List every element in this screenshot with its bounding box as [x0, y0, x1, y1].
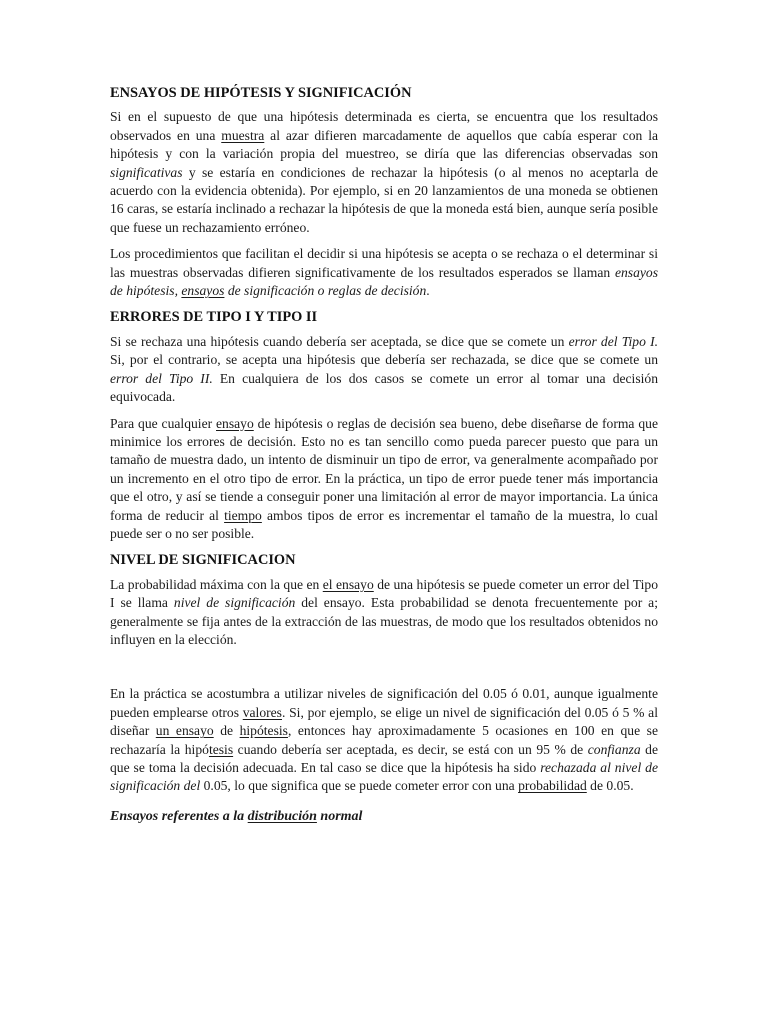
link-ensayos[interactable]: ensayos [181, 283, 225, 299]
link-el-ensayo[interactable]: el ensayo [322, 576, 374, 592]
heading-nivel: NIVEL DE SIGNIFICACION [110, 552, 296, 569]
paragraph-errores-tipo: Si se rechaza una hipótesis cuando debería ser aceptada, se dice que se comete un error del Tipo I. Si, por el contrario, se acepta una hipótesis que debería ser rechazada, se dice que se comete un error del Tipo II. En cualquiera de los dos casos se comete un error al tomar una decisión equivocada. [110, 333, 659, 405]
link-ensayo[interactable]: ensayo [216, 415, 254, 431]
link-un-ensayo[interactable]: un ensayo [155, 723, 214, 739]
paragraph-ensayos-intro: Si en el supuesto de que una hipótesis determinada es cierta, se encuentra que los resultados observados en una muestra al azar difieren marcadamente de aquellos que cabía esperar con la hipótesis y con la variación propia del muestreo, se diría que las diferencias observadas son significativas y se estaría en condiciones de rechazar la hipótesis (o al menos no aceptarla de acuerdo con la evidencia obtenida). Por ejemplo, si en 20 lanzamientos de una moneda se obtienen 16 caras, se estaría inclinado a rechazar la hipótesis de que la moneda está bien, aunque sería posible que fuese un rechazamiento erróneo. [110, 109, 658, 235]
link-probabilidad[interactable]: probabilidad [518, 778, 587, 794]
spacer [110, 657, 658, 685]
link-tesis[interactable]: tesis [208, 741, 234, 757]
paragraph-errores-diseno: Para que cualquier ensayo de hipótesis o reglas de decisión sea bueno, debe diseñarse de forma que minimice los errores de decisión. Esto no es tan sencillo como pueda parecer puesto que para un tamaño de muestra dado, un intento de disminuir un tipo de error, va generalmente acompañado por un incremento en el otro tipo de error. En la práctica, un tipo de error puede tener más importancia que el otro, y así se tiende a conseguir poner una limitación al error de mayor importancia. La única forma de reducir al tiempo ambos tipos de error es incrementar el tamaño de la muestra, lo cual puede ser o no ser posible. [110, 415, 658, 541]
link-muestra[interactable]: muestra [221, 127, 265, 143]
paragraph-procedimientos: Los procedimientos que facilitan el decidir si una hipótesis se acepta o se rechaza o el determinar si las muestras observadas difieren significativamente de los resultados esperados se llaman ensayos de hipótesis, ensayos de significación o reglas de decisión. [110, 246, 658, 299]
link-tiempo[interactable]: tiempo [224, 507, 262, 523]
link-valores[interactable]: valores [242, 704, 282, 720]
link-hipotesis[interactable]: hipótesis [239, 723, 288, 739]
paragraph-nivel-definicion: La probabilidad máxima con la que en el ensayo de una hipótesis se puede cometer un error del Tipo I se llama nivel de significación del ensayo. Esta probabilidad se denota frecuentemente por a; generalmente se fija antes de la extracción de las muestras, de modo que los resultados obtenidos no influyen en la elección. [110, 576, 658, 647]
link-distribucion[interactable]: distribución [247, 808, 317, 824]
heading-ensayos: ENSAYOS DE HIPÓTESIS Y SIGNIFICACIÓN [110, 85, 412, 101]
subheading-distribucion-normal: Ensayos referentes a la distribución normal [110, 808, 363, 824]
paragraph-nivel-practica: En la práctica se acostumbra a utilizar niveles de significación del 0.05 ó 0.01, aunque igualmente pueden emplearse otros valores. Si, por ejemplo, se elige un nivel de significación del 0.05 ó 5 % al diseñar un ensayo de hipótesis, entonces hay aproximadamente 5 ocasiones en 100 en que se rechazaría la hipótesis cuando debería ser aceptada, es decir, se está con un 95 % de confianza de que se toma la decisión adecuada. En tal caso se dice que la hipótesis ha sido rechazada al nivel de significación del 0.05, lo que significa que se puede cometer error con una probabilidad de 0.05. [110, 686, 659, 794]
document-body [110, 84, 658, 834]
heading-errores: ERRORES DE TIPO I Y TIPO II [110, 309, 318, 326]
